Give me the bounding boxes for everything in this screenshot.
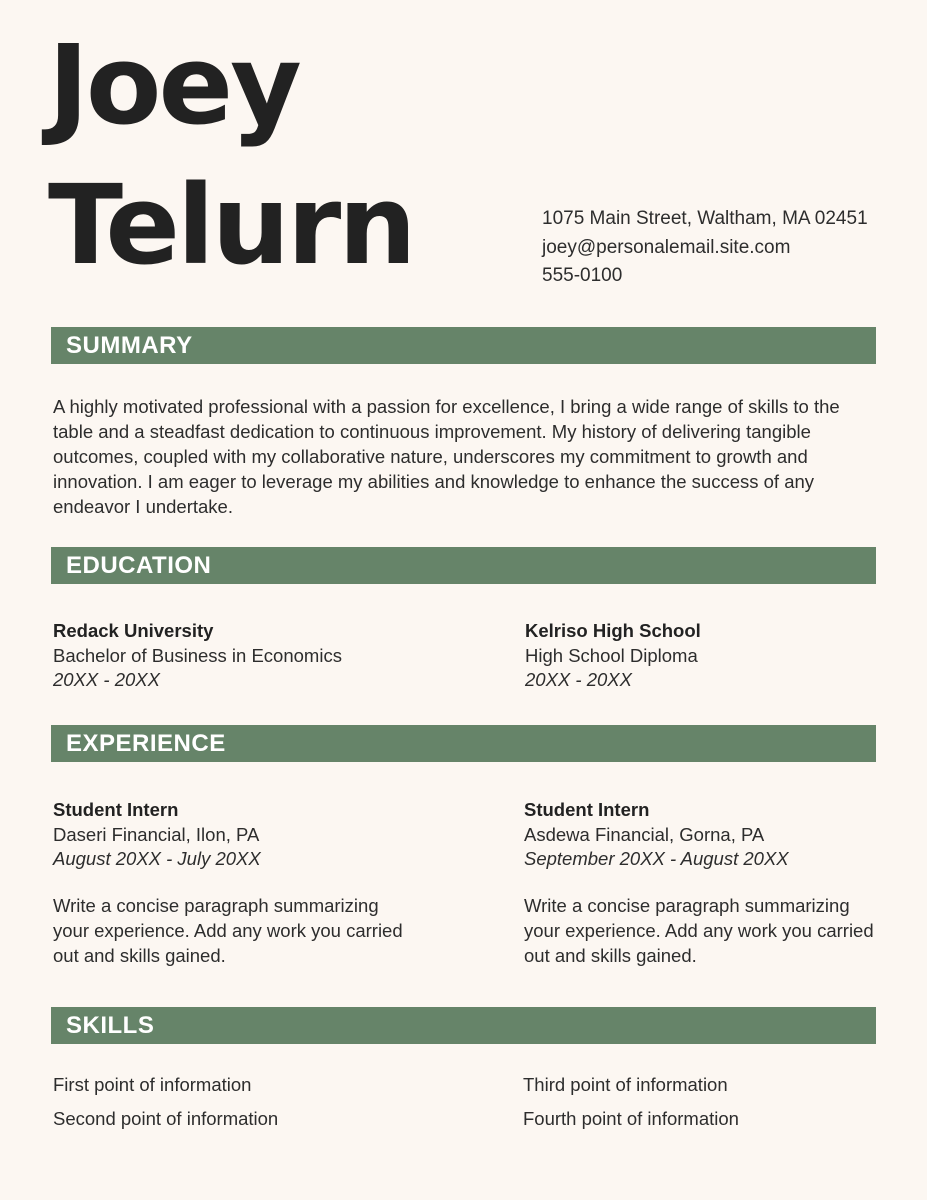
experience-title: Student Intern — [524, 799, 650, 820]
education-school: Kelriso High School — [525, 620, 701, 641]
skills-header — [51, 1007, 876, 1044]
skill-item: Second point of information — [53, 1108, 279, 1129]
contact-address: 1075 Main Street, Waltham, MA 02451 — [542, 208, 868, 229]
education-degree: High School Diploma — [525, 644, 698, 666]
experience-header — [51, 725, 876, 762]
last-name: Telurn — [48, 161, 414, 289]
skill-item: First point of information — [53, 1074, 252, 1095]
education-degree: Bachelor of Business in Economics — [53, 644, 342, 666]
experience-dates: September 20XX - August 20XX — [524, 848, 789, 869]
experience-description: Write a concise paragraph summarizing your experience. Add any work you carried out and skills gained. — [53, 894, 403, 966]
education-heading: EDUCATION — [66, 552, 212, 579]
contact-block — [542, 205, 868, 291]
experience-company: Daseri Financial, Ilon, PA — [53, 823, 260, 845]
summary-text: A highly motivated professional with a passion for excellence, I bring a wide range of skills to the table and a steadfast dedication to continuous improvement. My history of delivering tangible outcomes, coupled with my collaborative nature, underscores my commitment to growth and innovation. I am eager to leverage my abilities and knowledge to enhance the success of any endeavor I undertake. — [53, 396, 840, 517]
education-school: Redack University — [53, 620, 214, 641]
experience-item — [524, 798, 884, 968]
education-header — [51, 547, 876, 584]
experience-item — [53, 798, 413, 968]
experience-dates: August 20XX - July 20XX — [53, 848, 261, 869]
education-dates: 20XX - 20XX — [525, 669, 632, 690]
experience-heading: EXPERIENCE — [66, 730, 226, 757]
skills-heading: SKILLS — [66, 1012, 155, 1039]
first-name: Joey — [48, 21, 299, 149]
experience-description: Write a concise paragraph summarizing your experience. Add any work you carried out and skills gained. — [524, 894, 874, 966]
contact-email: joey@personalemail.site.com — [542, 236, 791, 258]
education-item — [53, 619, 342, 693]
summary-header — [51, 327, 876, 364]
experience-company: Asdewa Financial, Gorna, PA — [524, 823, 765, 845]
skill-item: Fourth point of information — [523, 1108, 739, 1129]
education-item — [525, 619, 701, 693]
education-dates: 20XX - 20XX — [53, 669, 160, 690]
contact-phone: 555-0100 — [542, 265, 623, 286]
summary-heading: SUMMARY — [66, 332, 193, 359]
experience-title: Student Intern — [53, 799, 179, 820]
skill-item: Third point of information — [523, 1074, 728, 1095]
